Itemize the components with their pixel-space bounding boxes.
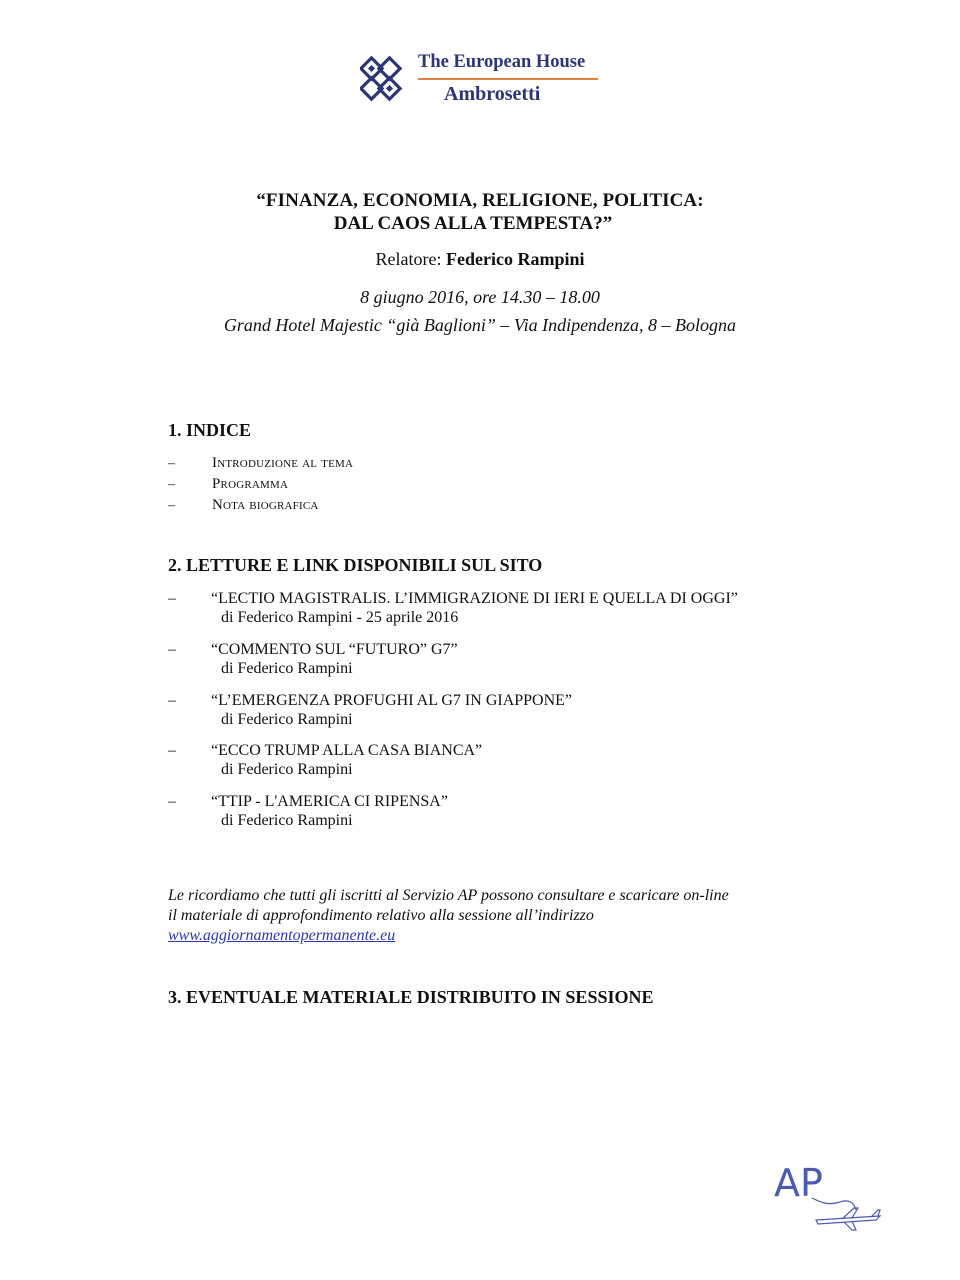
reading-title: “TTIP - L'AMERICA CI RIPENSA” [211,793,448,810]
logo-divider [418,78,598,80]
event-title-line2: DAL CAOS ALLA TEMPESTA?” [333,213,613,234]
list-dash: – [168,590,176,607]
reading-title: “COMMENTO SUL “FUTURO” G7” [211,641,458,658]
event-title-line1: “FINANZA, ECONOMIA, RELIGIONE, POLITICA: [256,190,704,211]
index-item-label: Introduzione al tema [212,455,354,471]
event-date-time: 8 giugno 2016, ore 14.30 – 18.00 [360,287,600,307]
index-item-label: Nota biografica [212,497,319,513]
logo-text-line1: The European House [418,52,586,72]
reading-byline: di Federico Rampini [221,660,353,677]
note-line2: il materiale di approfondimento relativo alla sessione all’indirizzo [168,907,594,924]
reading-title: “ECCO TRUMP ALLA CASA BIANCA” [211,742,483,759]
list-dash: – [168,692,176,709]
reading-byline: di Federico Rampini - 25 aprile 2016 [221,609,459,626]
list-dash: – [168,456,175,471]
website-link[interactable]: www.aggiornamentopermanente.eu [168,927,396,944]
index-item [168,476,288,493]
reading-byline: di Federico Rampini [221,761,353,778]
speaker-line [0,249,960,270]
index-item [168,455,353,472]
reading-title: “LECTIO MAGISTRALIS. L’IMMIGRAZIONE DI IERI E QUELLA DI OGGI” [211,590,738,607]
speaker-label: Relatore: [375,249,442,269]
note-line1: Le ricordiamo che tutti gli iscritti al Servizio AP possono consultare e scaricare on-line [168,887,729,904]
section-heading-readings: 2. LETTURE E LINK DISPONIBILI SUL SITO [168,555,543,575]
reading-byline: di Federico Rampini [221,812,353,829]
section-heading-materials: 3. EVENTUALE MATERIALE DISTRIBUITO IN SESSIONE [168,987,654,1007]
ambrosetti-logo-mark-icon [360,56,412,102]
logo-text-line2: Ambrosetti [444,83,541,105]
ap-logo-text: AP [774,1161,823,1205]
list-dash: – [168,793,176,810]
section-heading-index: 1. INDICE [168,420,252,440]
list-dash: – [168,477,175,492]
index-item-label: Programma [212,476,289,492]
event-venue: Grand Hotel Majestic “già Baglioni” – Via Indipendenza, 8 – Bologna [223,315,737,335]
list-dash: – [168,641,176,658]
speaker-name: Federico Rampini [446,249,585,269]
reading-title: “L’EMERGENZA PROFUGHI AL G7 IN GIAPPONE” [211,692,573,709]
ap-logo-icon [772,1158,892,1238]
list-dash: – [168,742,176,759]
list-dash: – [168,498,175,513]
reading-byline: di Federico Rampini [221,711,353,728]
index-item [168,497,319,514]
